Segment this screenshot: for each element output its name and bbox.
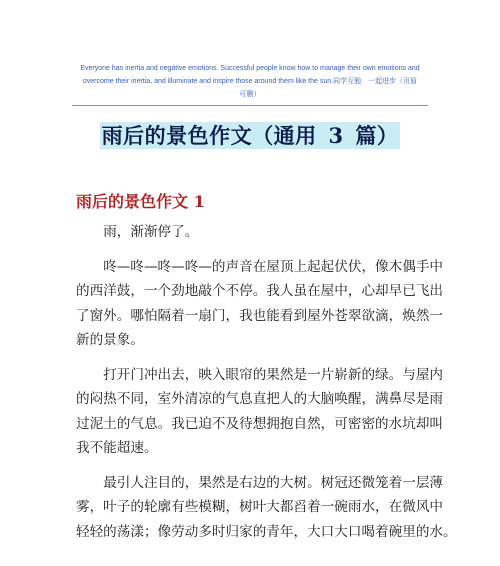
header-chinese-line3: 可删） bbox=[239, 91, 261, 98]
paragraph-line: 咚—咚—咚—咚—的声音在屋顶上起起伏伏，像木偶手中 bbox=[103, 258, 444, 275]
paragraph-line: 的西洋鼓，一个劲地敲个不停。我人虽在屋中，心却早已飞出 bbox=[76, 283, 444, 299]
paragraph-1 bbox=[76, 220, 425, 245]
paragraph-3 bbox=[76, 363, 444, 461]
paragraph-line: 新的景象。 bbox=[76, 332, 144, 348]
paragraph-4 bbox=[76, 471, 457, 545]
page-header-note bbox=[70, 62, 430, 101]
paragraph-line: 了窗外。哪怕隔着一扇门，我也能看到屋外苍翠欲滴，焕然一 bbox=[76, 307, 444, 324]
paragraph-2 bbox=[76, 255, 444, 353]
paragraph-line: 打开门冲出去，映入眼帘的果然是一片崭新的绿。与屋内 bbox=[103, 366, 444, 383]
document-title bbox=[0, 120, 500, 150]
paragraph-line: 最引人注目的，果然是右边的大树。树冠还微笼着一层薄 bbox=[103, 474, 444, 491]
paragraph-line: 我不能超速。 bbox=[76, 440, 158, 456]
paragraph-line: 轻轻的荡漾；像劳动多时归家的青年，大口大口喝着碗里的水。 bbox=[76, 523, 457, 540]
section-heading: 雨后的景色作文 1 bbox=[76, 192, 205, 211]
header-english-line1: Everyone has inertia and negative emotions. Successful people know how to manage their own emotions and bbox=[80, 65, 420, 72]
paragraph-line: 雾，叶子的轮廓有些模糊，树叶大都舀着一碗雨水，在微风中 bbox=[76, 499, 444, 515]
header-divider bbox=[72, 105, 428, 106]
paragraph-line: 雨，渐渐停了。 bbox=[103, 224, 199, 240]
header-chinese-tail: 同学互勉 一起进步（页眉 bbox=[333, 78, 418, 85]
title-suffix: 篇） bbox=[347, 123, 399, 148]
title-number: 3 bbox=[328, 123, 344, 148]
title-prefix: 雨后的景色作文（通用 bbox=[101, 123, 325, 148]
header-english-line2: overcome their inertia, and illuminate and inspire those around them like the sun. bbox=[82, 78, 334, 85]
essay-body bbox=[76, 220, 457, 554]
paragraph-line: 过泥土的气息。我已迫不及待想拥抱自然，可密密的水坑却叫 bbox=[76, 415, 444, 432]
paragraph-line: 的闷热不同，室外清凉的气息直把人的大脑唤醒，满鼻尽是雨 bbox=[76, 391, 444, 407]
